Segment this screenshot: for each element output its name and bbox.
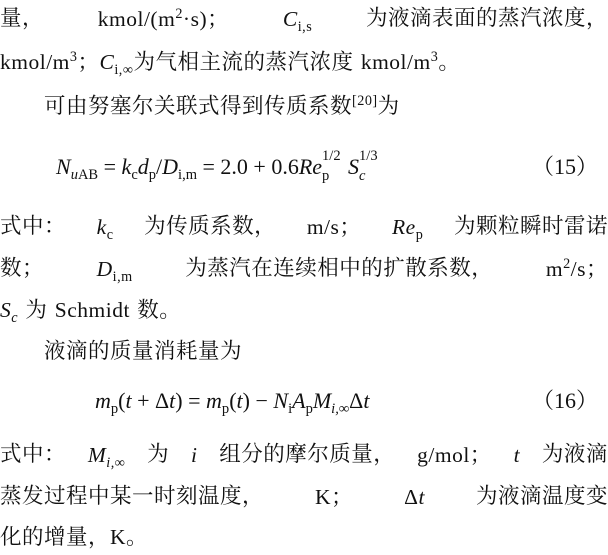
text-segment: 蒸发过程中某一时刻温度， bbox=[0, 484, 265, 509]
text-segment: 为 bbox=[147, 442, 170, 467]
unit-kmol-m3: kmol/$m^3$ bbox=[0, 49, 78, 74]
equation-15: $N_{uAB} = k_cd_p/D_{i,m} = 2.0 + 0.6Re$ 1/2 p S 1/3 c bbox=[56, 148, 378, 184]
unit-K: K。 bbox=[110, 525, 149, 549]
text-segment: 为传质系数， bbox=[144, 214, 277, 239]
text-segment: 式中： bbox=[0, 214, 67, 239]
text-line-where2-2 bbox=[0, 482, 608, 513]
var-C-i-inf: $C_{i,\infty}$ bbox=[99, 50, 134, 78]
var-C-is: $C_{i,s}$ bbox=[282, 7, 313, 35]
var-S-c: $S_c$ bbox=[0, 298, 19, 326]
text-segment: 量， bbox=[0, 6, 45, 31]
text-segment: 为液滴温度变 bbox=[475, 484, 608, 509]
unit-kmol-m3: kmol/$m^3$ bbox=[360, 49, 439, 74]
text-line-where1-2 bbox=[0, 254, 608, 285]
text-segment: 为液滴 bbox=[541, 442, 608, 467]
text-line-where2-3 bbox=[0, 522, 608, 553]
var-delta-t: Δt bbox=[404, 485, 425, 509]
equation-15-number: （15） bbox=[531, 154, 598, 179]
var-k-c: $k_c$ bbox=[96, 215, 114, 243]
unit-g-mol: g/mol； bbox=[417, 443, 492, 467]
citation-ref: [20] bbox=[352, 93, 378, 110]
unit-K: K； bbox=[315, 485, 354, 509]
text-segment: 组分的摩尔质量， bbox=[219, 442, 396, 467]
text-segment: 液滴的质量消耗量为 bbox=[44, 339, 243, 364]
text-segment: ； bbox=[77, 50, 100, 75]
var-t: t bbox=[513, 443, 521, 467]
var-D-im: $D_{i,m}$ bbox=[96, 257, 133, 285]
text-segment: 为蒸汽在连续相中的扩散系数， bbox=[185, 256, 494, 281]
text-line-where2-1 bbox=[0, 440, 608, 471]
var-M-i-inf: $M_{i,\infty}$ bbox=[87, 443, 126, 471]
text-line-2 bbox=[0, 47, 608, 78]
unit-m2-s: $m^2/s$； bbox=[545, 256, 608, 281]
text-segment: 为 bbox=[377, 94, 400, 119]
text-line-intro-eq15 bbox=[44, 92, 604, 122]
text-segment: 数； bbox=[0, 256, 45, 281]
text-line-where1-1 bbox=[0, 212, 608, 243]
text-segment: 式中： bbox=[0, 442, 67, 467]
text-line-1 bbox=[0, 4, 608, 35]
text-line-intro-eq16 bbox=[44, 337, 604, 367]
text-line-where1-3 bbox=[0, 295, 608, 326]
text-segment: 为颗粒瞬时雷诺 bbox=[453, 214, 608, 239]
equation-16: $m_p(t + \Delta t) = m_p(t) - N_iA_pM_{i,\infty}\Delta t$ bbox=[95, 388, 370, 418]
schmidt-label: Schmidt bbox=[54, 298, 130, 322]
text-segment: 可由努塞尔关联式得到传质系数 bbox=[44, 94, 353, 119]
text-segment: 为气相主流的蒸汽浓度 bbox=[133, 50, 354, 75]
var-i: i bbox=[191, 443, 198, 467]
var-Re-p: $Re_p$ bbox=[392, 215, 424, 243]
text-segment: 数。 bbox=[137, 298, 182, 323]
unit-kmol-m2s: kmol/$(m^2\cdot s)$； bbox=[97, 6, 230, 31]
text-segment: 为 bbox=[25, 298, 48, 323]
equation-16-number: （16） bbox=[531, 388, 598, 413]
text-segment: 化的增量， bbox=[0, 525, 111, 550]
unit-m-s: m/s； bbox=[306, 215, 362, 239]
text-segment: 为液滴表面的蒸汽浓度， bbox=[365, 6, 608, 31]
text-segment: 。 bbox=[438, 50, 461, 75]
